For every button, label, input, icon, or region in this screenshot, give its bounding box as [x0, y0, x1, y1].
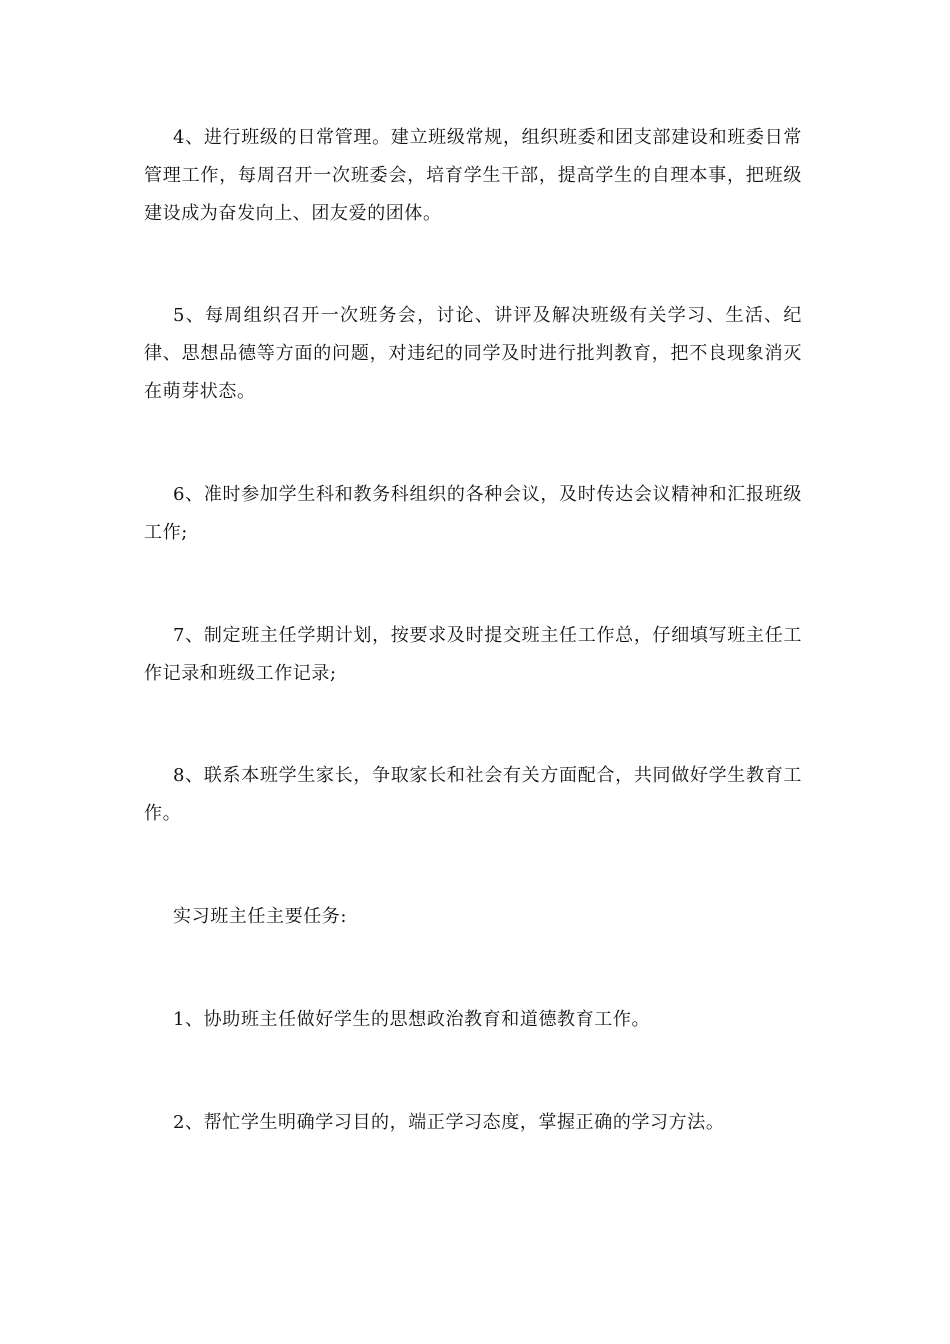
- paragraph-item-5: 5、每周组织召开一次班务会，讨论、讲评及解决班级有关学习、生活、纪律、思想品德等方面的问题，对违纪的同学及时进行批判教育，把不良现象消灭在萌芽状态。: [144, 305, 802, 402]
- paragraph-item-7: 7、制定班主任学期计划，按要求及时提交班主任工作总，仔细填写班主任工作记录和班级工作记录;: [144, 625, 802, 684]
- section-heading-intern-tasks: 实习班主任主要任务:: [173, 906, 348, 927]
- intern-task-1: 1、协助班主任做好学生的思想政治教育和道德教育工作。: [173, 1009, 651, 1030]
- paragraph-item-8: 8、联系本班学生家长，争取家长和社会有关方面配合，共同做好学生教育工作。: [144, 765, 802, 824]
- paragraph-item-6: 6、准时参加学生科和教务科组织的各种会议，及时传达会议精神和汇报班级工作;: [144, 484, 802, 543]
- paragraph-item-4: 4、进行班级的日常管理。建立班级常规，组织班委和团支部建设和班委日常管理工作，每周召开一次班委会，培育学生干部，提高学生的自理本事，把班级建设成为奋发向上、团友爱的团体。: [144, 127, 802, 224]
- intern-task-2: 2、帮忙学生明确学习目的，端正学习态度，掌握正确的学习方法。: [173, 1112, 725, 1133]
